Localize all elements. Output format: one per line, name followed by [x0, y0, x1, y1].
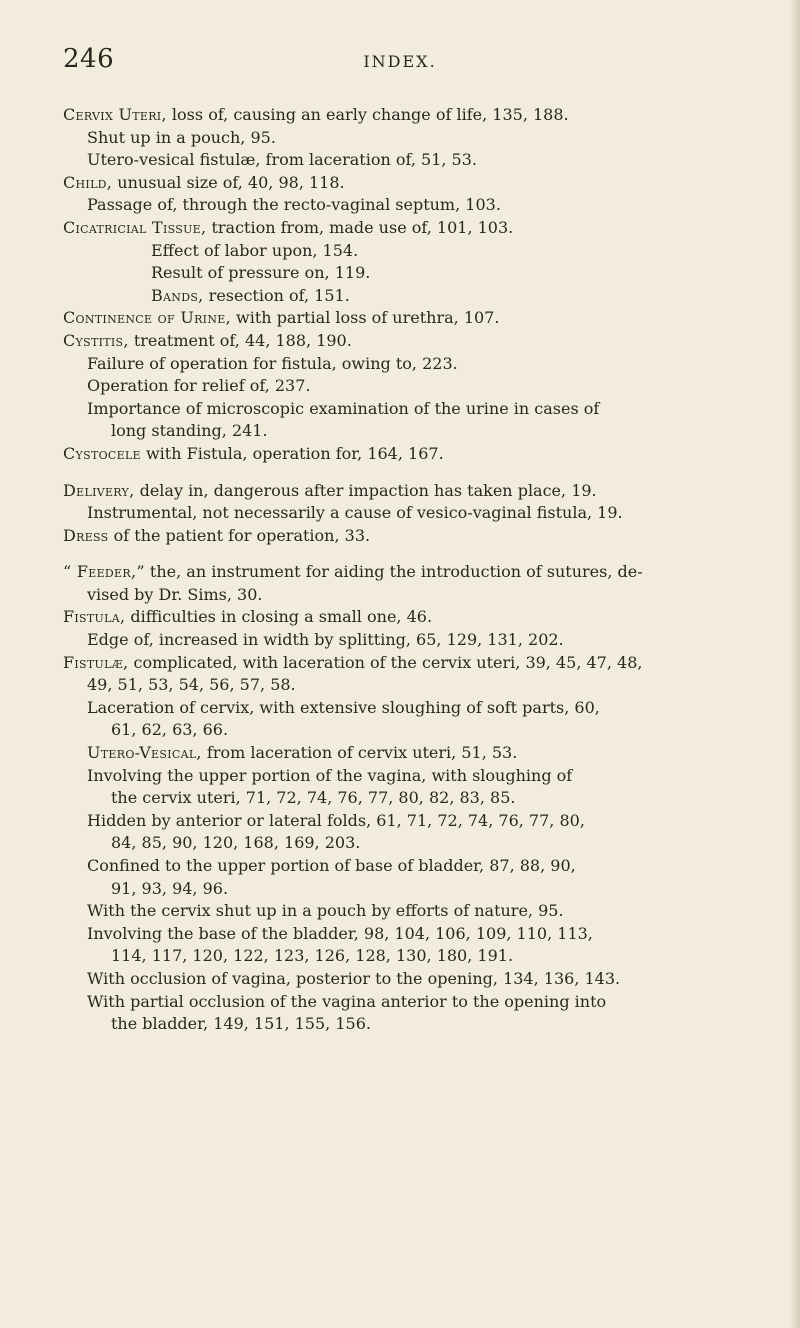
- index-subentry: [63, 353, 763, 376]
- index-heading: Dress: [63, 525, 109, 545]
- index-text: Result of pressure on, 119.: [151, 263, 371, 283]
- index-subentry: [63, 923, 763, 968]
- index-subentry: [63, 742, 763, 765]
- index-heading: Delivery,: [63, 480, 135, 500]
- index-subentry: [63, 127, 763, 150]
- index-continuation: long standing, 241.: [111, 421, 268, 441]
- index-text: Edge of, increased in width by splitting, 65, 129, 131, 202.: [87, 630, 564, 650]
- index-text: of the patient for operation, 33.: [108, 525, 371, 545]
- index-text: Importance of microscopic examination of the urine in cases of: [87, 398, 600, 418]
- index-text: traction from, made use of, 101, 103.: [206, 217, 514, 237]
- index-text: Involving the base of the bladder, 98, 104, 106, 109, 110, 113,: [87, 923, 593, 943]
- index-subentry: [63, 375, 763, 398]
- index-continuation: vised by Dr. Sims, 30.: [87, 584, 263, 604]
- index-continuation: 49, 51, 53, 54, 56, 57, 58.: [87, 675, 296, 695]
- index-continuation: 91, 93, 94, 96.: [111, 878, 229, 898]
- index-subentry: [63, 968, 763, 991]
- index-continuation: 114, 117, 120, 122, 123, 126, 128, 130, 180, 191.: [111, 946, 514, 966]
- index-entry: [63, 217, 763, 240]
- page-number: 246: [63, 44, 115, 74]
- index-heading: Cystitis,: [63, 330, 129, 350]
- index-heading: Continence of Urine,: [63, 308, 231, 328]
- index-text: With the cervix shut up in a pouch by efforts of nature, 95.: [87, 901, 564, 921]
- index-heading: Child,: [63, 172, 113, 192]
- index-entry: [63, 443, 763, 466]
- index-text: with partial loss of urethra, 107.: [230, 308, 500, 328]
- index-entry: [63, 561, 763, 606]
- index-continuation: the bladder, 149, 151, 155, 156.: [111, 1014, 371, 1034]
- index-subentry: [63, 855, 763, 900]
- index-heading: Fistula,: [63, 607, 126, 627]
- index-text: Laceration of cervix, with extensive sloughing of soft parts, 60,: [87, 697, 600, 717]
- index-continuation: the cervix uteri, 71, 72, 74, 76, 77, 80, 82, 83, 85.: [111, 788, 516, 808]
- index-text: Hidden by anterior or lateral folds, 61, 71, 72, 74, 76, 77, 80,: [87, 810, 585, 830]
- index-entry: [63, 307, 763, 330]
- index-text: with Fistula, operation for, 164, 167.: [140, 443, 444, 463]
- index-subentry: [63, 262, 763, 285]
- index-subentry: [63, 240, 763, 263]
- index-heading: “ Feeder,”: [63, 562, 145, 582]
- index-text: Shut up in a pouch, 95.: [87, 127, 276, 147]
- index-text: delay in, dangerous after impaction has taken place, 19.: [134, 480, 597, 500]
- index-entry: [63, 606, 763, 629]
- index-text: Failure of operation for fistula, owing to, 223.: [87, 353, 458, 373]
- index-text: With partial occlusion of the vagina anterior to the opening into: [87, 991, 607, 1011]
- index-list: [63, 104, 763, 1036]
- index-subentry: [63, 991, 763, 1036]
- index-text: treatment of, 44, 188, 190.: [128, 330, 352, 350]
- index-heading: Cervix Uteri,: [63, 105, 167, 124]
- index-entry: [63, 525, 763, 548]
- index-text: Operation for relief of, 237.: [87, 376, 311, 396]
- index-text: resection of, 151.: [203, 285, 350, 305]
- index-heading: Cicatricial Tissue,: [63, 217, 207, 237]
- index-heading: Cystocele: [63, 443, 141, 463]
- index-text: Instrumental, not necessarily a cause of vesico-vaginal fistula, 19.: [87, 503, 623, 523]
- index-subentry: [63, 697, 763, 742]
- index-entry: [63, 652, 763, 697]
- index-text: difficulties in closing a small one, 46.: [125, 607, 433, 627]
- section-gap: [63, 547, 763, 561]
- index-subentry: [63, 398, 763, 443]
- index-text: Involving the upper portion of the vagina, with sloughing of: [87, 765, 573, 785]
- page-edge-shadow: [790, 0, 800, 1328]
- index-text: from laceration of cervix uteri, 51, 53.: [201, 743, 518, 763]
- index-continuation: 61, 62, 63, 66.: [111, 720, 229, 740]
- index-text: Effect of labor upon, 154.: [151, 240, 359, 260]
- index-text: With occlusion of vagina, posterior to the opening, 134, 136, 143.: [87, 968, 621, 988]
- index-heading: Bands,: [151, 285, 204, 305]
- index-subentry: [63, 502, 763, 525]
- index-heading: Utero-Vesical,: [87, 743, 202, 763]
- index-entry: [63, 480, 763, 503]
- index-text: unusual size of, 40, 98, 118.: [112, 172, 345, 192]
- index-subentry: [63, 194, 763, 217]
- index-subentry: [63, 765, 763, 810]
- index-text: complicated, with laceration of the cervix uteri, 39, 45, 47, 48,: [128, 652, 643, 672]
- index-entry: [63, 104, 763, 127]
- index-text: the, an instrument for aiding the introduction of sutures, de-: [144, 562, 643, 582]
- index-subentry: [63, 900, 763, 923]
- section-gap: [63, 466, 763, 480]
- index-subentry: [63, 285, 763, 308]
- index-text: loss of, causing an early change of life, 135, 188.: [166, 105, 569, 124]
- index-subentry: [63, 810, 763, 855]
- index-text: Passage of, through the recto-vaginal septum, 103.: [87, 195, 501, 215]
- index-text: Confined to the upper portion of base of bladder, 87, 88, 90,: [87, 856, 576, 875]
- index-continuation: 84, 85, 90, 120, 168, 169, 203.: [111, 833, 361, 853]
- index-entry: [63, 172, 763, 195]
- index-text: Utero-vesical fistulæ, from laceration of, 51, 53.: [87, 150, 477, 170]
- index-heading: Fistulæ,: [63, 652, 129, 672]
- index-subentry: [63, 149, 763, 172]
- index-entry: [63, 330, 763, 353]
- running-head: INDEX.: [363, 52, 437, 71]
- index-subentry: [63, 629, 763, 652]
